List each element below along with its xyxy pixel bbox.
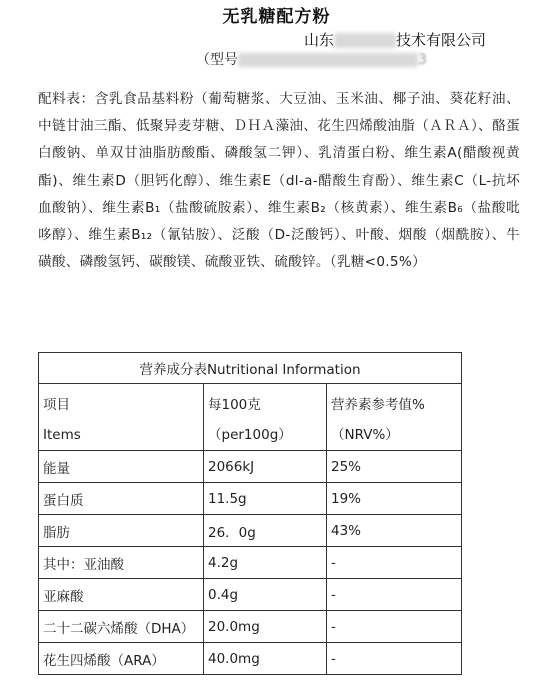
redacted-region [238, 53, 418, 67]
header-items-cn: 项目 [43, 397, 70, 413]
cell-per100g: 11.5g [204, 483, 327, 515]
table-caption: 营养成分表Nutritional Information [39, 353, 462, 384]
cell-nrv: - [327, 611, 462, 643]
cell-nrv: 19% [327, 483, 462, 515]
company-name [304, 29, 486, 50]
cell-item: 其中：亚油酸 [39, 547, 204, 579]
header-per100g-en: （per100g） [208, 427, 292, 443]
cell-item: 二十二碳六烯酸（DHA） [39, 611, 204, 643]
model-suffix: 3 [418, 52, 427, 68]
model-number [196, 49, 427, 69]
cell-item: 能量 [39, 451, 204, 483]
ingredients-label: 配料表： [38, 91, 95, 107]
table-row [39, 483, 462, 515]
cell-item: 蛋白质 [39, 483, 204, 515]
redacted-region [334, 33, 396, 48]
cell-per100g: 2066kJ [204, 451, 327, 483]
company-name-suffix: 技术有限公司 [396, 31, 487, 49]
header-items-en: Items [43, 427, 81, 443]
header-items [39, 384, 204, 451]
cell-item: 亚麻酸 [39, 579, 204, 611]
model-prefix: （型号 [196, 52, 238, 68]
table-row [39, 451, 462, 483]
cell-per100g: 0.4g [204, 579, 327, 611]
table-row [39, 643, 462, 675]
company-name-prefix: 山东 [304, 31, 335, 49]
product-title: 无乳糖配方粉 [222, 7, 331, 27]
header-per100g [204, 384, 327, 451]
table-row [39, 579, 462, 611]
cell-nrv: - [327, 547, 462, 579]
ingredients-list [38, 86, 520, 276]
header-per100g-cn: 每100克 [208, 397, 261, 413]
header-nrv-en: （NRV%） [331, 427, 399, 443]
cell-nrv: - [327, 579, 462, 611]
cell-item: 花生四烯酸（ARA） [39, 643, 204, 675]
table-row [39, 515, 462, 547]
cell-per100g: 40.0mg [204, 643, 327, 675]
header-nrv [327, 384, 462, 451]
table-header-row [39, 384, 462, 451]
table-caption-row [39, 353, 462, 384]
cell-per100g: 26．0g [204, 515, 327, 547]
ingredients-text: 含乳食品基料粉（葡萄糖浆、大豆油、玉米油、椰子油、葵花籽油、中链甘油三酯、低聚异麦芽糖、ＤＨＡ藻油、花生四烯酸油脂（ＡＲＡ）、酪蛋白酸钠、单双甘油脂肪酸酯、磷酸氢二钾）、乳清蛋白粉、维生素A(醋酸视黄酯)、维生素D（胆钙化醇）、维生素E（dl-a-醋酸生育酚）、维生素C（L-抗坏血酸钠）、维生素B₁（盐酸硫胺素）、维生素B₂（核黄素）、维生素B₆（盐酸吡哆醇）、维生素B₁₂（氰钴胺）、泛酸（D-泛酸钙）、叶酸、烟酸（烟酰胺）、牛磺酸、磷酸氢钙、碳酸镁、硫酸亚铁、硫酸锌。（乳糖<0.5%） [38, 91, 521, 271]
table-row [39, 547, 462, 579]
cell-per100g: 20.0mg [204, 611, 327, 643]
cell-nrv: 25% [327, 451, 462, 483]
cell-per100g: 4.2g [204, 547, 327, 579]
nutrition-table [38, 352, 462, 675]
header-nrv-cn: 营养素参考值% [331, 397, 425, 413]
cell-nrv: - [327, 643, 462, 675]
cell-nrv: 43% [327, 515, 462, 547]
table-row [39, 611, 462, 643]
cell-item: 脂肪 [39, 515, 204, 547]
